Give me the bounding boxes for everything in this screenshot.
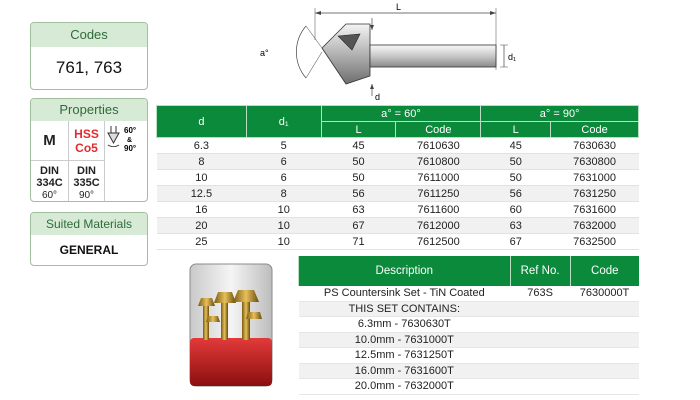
cell-d: 25 xyxy=(157,234,247,250)
set-table xyxy=(298,256,639,395)
set-item-row xyxy=(299,348,640,364)
d1-label: d₁ xyxy=(508,52,517,62)
cell-d: 20 xyxy=(157,218,247,234)
spec-row xyxy=(157,154,639,170)
cell-d: 6.3 xyxy=(157,138,247,154)
set-ref: 763S xyxy=(510,286,570,301)
cell-d1: 10 xyxy=(246,234,321,250)
cell-d1: 6 xyxy=(246,170,321,186)
set-item-row xyxy=(299,332,640,348)
cell-L-90: 50 xyxy=(481,170,551,186)
spec-table xyxy=(156,105,639,250)
set-item-row xyxy=(299,363,640,379)
header-description: Description xyxy=(299,256,511,286)
cell-code-60: 7612000 xyxy=(396,218,481,234)
spec-table-body xyxy=(157,138,639,250)
suited-materials-card xyxy=(30,212,148,266)
set-contains-title: THIS SET CONTAINS: xyxy=(299,301,511,317)
spec-row xyxy=(157,170,639,186)
cell-code-90: 7631000 xyxy=(551,170,639,186)
spec-row xyxy=(157,234,639,250)
header-set-code: Code xyxy=(570,256,639,286)
cell-d1: 6 xyxy=(246,154,321,170)
header-L-90: L xyxy=(481,122,551,138)
cell-L-60: 67 xyxy=(321,218,396,234)
din1-angle: 60° xyxy=(41,190,58,201)
cell-L-90: 60 xyxy=(481,202,551,218)
header-angle-90: a° = 90° xyxy=(481,106,639,122)
set-contains-row xyxy=(299,301,640,317)
properties-heading: Properties xyxy=(31,99,147,121)
countersink-angle-icon xyxy=(105,121,148,161)
din2-angle: 90° xyxy=(78,190,95,201)
countersink-shank xyxy=(370,45,496,67)
cell-code-60: 7611000 xyxy=(396,170,481,186)
din1-line1: DIN xyxy=(40,165,59,177)
cell-code-60: 7610800 xyxy=(396,154,481,170)
properties-card xyxy=(30,98,148,202)
din2-line2: 335C xyxy=(73,177,100,189)
set-main-row xyxy=(299,286,640,301)
codes-heading: Codes xyxy=(31,23,147,47)
countersink-set-image xyxy=(160,256,300,391)
suited-heading: Suited Materials xyxy=(31,213,147,235)
spec-row xyxy=(157,202,639,218)
set-item-label: 12.5mm - 7631250T xyxy=(299,348,511,364)
cell-code-90: 7631250 xyxy=(551,186,639,202)
cell-d: 12.5 xyxy=(157,186,247,202)
cell-L-90: 50 xyxy=(481,154,551,170)
hss-label: HSS xyxy=(74,127,99,141)
spec-row xyxy=(157,218,639,234)
cell-code-90: 7632000 xyxy=(551,218,639,234)
set-item-row xyxy=(299,379,640,395)
cell-L-90: 63 xyxy=(481,218,551,234)
cell-code-90: 7632500 xyxy=(551,234,639,250)
cell-L-90: 45 xyxy=(481,138,551,154)
countersink-technical-drawing xyxy=(260,0,520,104)
angle-icon-cell xyxy=(105,121,148,161)
cell-code-60: 7612500 xyxy=(396,234,481,250)
cell-L-60: 50 xyxy=(321,154,396,170)
material-m: M xyxy=(31,121,69,161)
set-item-label: 20.0mm - 7632000T xyxy=(299,379,511,395)
cell-d1: 8 xyxy=(246,186,321,202)
din1-line2: 334C xyxy=(36,177,63,189)
cell-L-60: 71 xyxy=(321,234,396,250)
header-L-60: L xyxy=(321,122,396,138)
properties-grid xyxy=(31,121,147,202)
spec-row xyxy=(157,186,639,202)
codes-value: 761, 763 xyxy=(55,58,123,77)
angle-and-label: & xyxy=(127,137,133,144)
co5-label: Co5 xyxy=(75,141,98,155)
cell-d: 10 xyxy=(157,170,247,186)
set-item-label: 6.3mm - 7630630T xyxy=(299,317,511,333)
angle-60-label: 60° xyxy=(124,126,137,135)
cell-code-60: 7611600 xyxy=(396,202,481,218)
cell-d1: 5 xyxy=(246,138,321,154)
cell-d: 16 xyxy=(157,202,247,218)
d-label: d xyxy=(375,92,381,102)
set-items-body xyxy=(299,317,640,395)
din-334c xyxy=(31,161,69,202)
suited-value: GENERAL xyxy=(59,243,119,257)
cell-L-60: 63 xyxy=(321,202,396,218)
angle-label: a° xyxy=(260,48,269,58)
cell-L-90: 56 xyxy=(481,186,551,202)
cell-d1: 10 xyxy=(246,202,321,218)
countersink-head xyxy=(322,24,370,84)
set-code: 7630000T xyxy=(570,286,639,301)
cell-L-90: 67 xyxy=(481,234,551,250)
set-case-base xyxy=(190,338,272,386)
header-angle-60: a° = 60° xyxy=(321,106,481,122)
cell-code-60: 7611250 xyxy=(396,186,481,202)
cell-L-60: 45 xyxy=(321,138,396,154)
cell-d: 8 xyxy=(157,154,247,170)
cell-code-60: 7610630 xyxy=(396,138,481,154)
header-code-60: Code xyxy=(396,122,481,138)
header-d1: d₁ xyxy=(246,106,321,138)
din2-line1: DIN xyxy=(77,165,96,177)
cell-code-90: 7630800 xyxy=(551,154,639,170)
set-item-label: 16.0mm - 7631600T xyxy=(299,363,511,379)
angle-90-label: 90° xyxy=(124,144,137,153)
cell-L-60: 56 xyxy=(321,186,396,202)
din-335c xyxy=(69,161,105,202)
cell-code-90: 7631600 xyxy=(551,202,639,218)
hss-co5-badge xyxy=(69,121,105,161)
set-item-row xyxy=(299,317,640,333)
cell-d1: 10 xyxy=(246,218,321,234)
set-description: PS Countersink Set - TiN Coated xyxy=(299,286,511,301)
codes-card xyxy=(30,22,148,90)
header-d: d xyxy=(157,106,247,138)
length-label: L xyxy=(396,2,402,12)
cell-L-60: 50 xyxy=(321,170,396,186)
spec-row xyxy=(157,138,639,154)
set-table-container xyxy=(298,256,639,395)
header-ref-no: Ref No. xyxy=(510,256,570,286)
header-code-90: Code xyxy=(551,122,639,138)
cell-code-90: 7630630 xyxy=(551,138,639,154)
set-item-label: 10.0mm - 7631000T xyxy=(299,332,511,348)
